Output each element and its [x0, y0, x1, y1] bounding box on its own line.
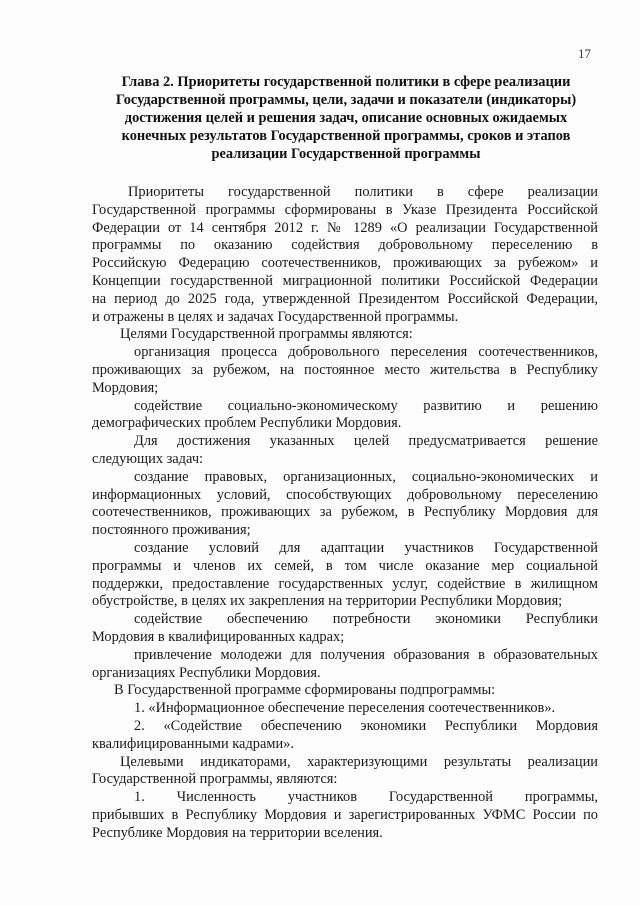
text-line: содействие обеспечению потребности экономики Республики — [134, 611, 598, 628]
text-line: прибывших в Республику Мордовия и зарегистрированных УФМС России по — [92, 806, 598, 823]
heading-line: Глава 2. Приоритеты государственной политики в сфере реализации — [121, 74, 571, 90]
heading-line: Государственной программы, цели, задачи и показатели (индикаторы) — [115, 92, 577, 108]
text-line: 1. «Информационное обеспечение переселения соотечественников». — [134, 700, 556, 717]
text-line: привлечение молодежи для получения образования в образовательных — [134, 646, 598, 663]
page-number: 17 — [578, 46, 591, 61]
text-line: 1. Численность участников Государственной программы, — [134, 789, 598, 806]
text-line: Государственной программы сформированы в Указе Президента Российской — [92, 201, 598, 218]
text-line: содействие социально-экономическому развитию и решению — [134, 397, 598, 414]
text-line: Концепции государственной миграционной политики Российской Федерации — [92, 272, 598, 289]
text-line: программы и членов их семей, в том числе оказание мер социальной — [92, 557, 598, 574]
text-line: Целями Государственной программы являются: — [120, 326, 413, 343]
text-line: информационных условий, способствующих добровольному переселению — [92, 486, 598, 503]
text-line: Целевыми индикаторами, характеризующими результаты реализации — [120, 753, 598, 770]
text-line: Федерации от 14 сентября 2012 г. № 1289 «О реализации Государственной — [92, 219, 598, 236]
text-line: программы по оказанию содействия добровольному переселению в — [92, 237, 598, 254]
text-line: В Государственной программе сформированы подпрограммы: — [114, 682, 496, 699]
text-line: следующих задач: — [92, 450, 204, 467]
text-line: Мордовия; — [92, 379, 159, 396]
text-line: создание условий для адаптации участников Государственной — [134, 539, 598, 556]
chapter-heading — [96, 73, 596, 163]
text-line: поддержки, предоставление государственных услуг, содействие в жилищном — [92, 575, 598, 592]
text-line: проживающих за рубежом, на постоянное место жительства в Республику — [92, 361, 598, 378]
text-line: соотечественников, проживающих за рубежом, в Республику Мордовия для — [92, 504, 598, 521]
heading-line: реализации Государственной программы — [211, 146, 481, 162]
text-line: обустройстве, в целях их закрепления на территории Республики Мордовия; — [92, 593, 563, 610]
text-line: Государственной программы, являются: — [92, 771, 338, 788]
text-line: постоянного проживания; — [92, 522, 251, 539]
text-line: Республике Мордовия на территории вселения. — [92, 824, 383, 841]
text-line: организация процесса добровольного переселения соотечественников, — [134, 344, 598, 361]
heading-line: достижения целей и решения задач, описание основных ожидаемых — [124, 110, 568, 126]
text-line: Мордовия в квалифицированных кадрах; — [92, 628, 345, 645]
text-line: Приоритеты государственной политики в сфере реализации — [128, 184, 598, 200]
text-line: Российскую Федерацию соотечественников, проживающих за рубежом» и — [92, 255, 598, 272]
text-line: организациях Республики Мордовия. — [92, 664, 321, 681]
text-line: демографических проблем Республики Мордовия. — [92, 415, 402, 432]
document-body — [92, 184, 598, 842]
text-line: и отражены в целях и задачах Государственной программы. — [92, 308, 459, 325]
heading-line: конечных результатов Государственной программы, сроков и этапов — [121, 128, 571, 144]
text-line: 2. «Содействие обеспечению экономики Республики Мордовия — [134, 717, 598, 734]
text-line: создание правовых, организационных, социально-экономических и — [134, 468, 598, 485]
text-line: на период до 2025 года, утвержденной Президентом Российской Федерации, — [92, 290, 598, 307]
text-line: квалифицированными кадрами». — [92, 735, 294, 752]
text-line: Для достижения указанных целей предусматривается решение — [134, 433, 598, 450]
